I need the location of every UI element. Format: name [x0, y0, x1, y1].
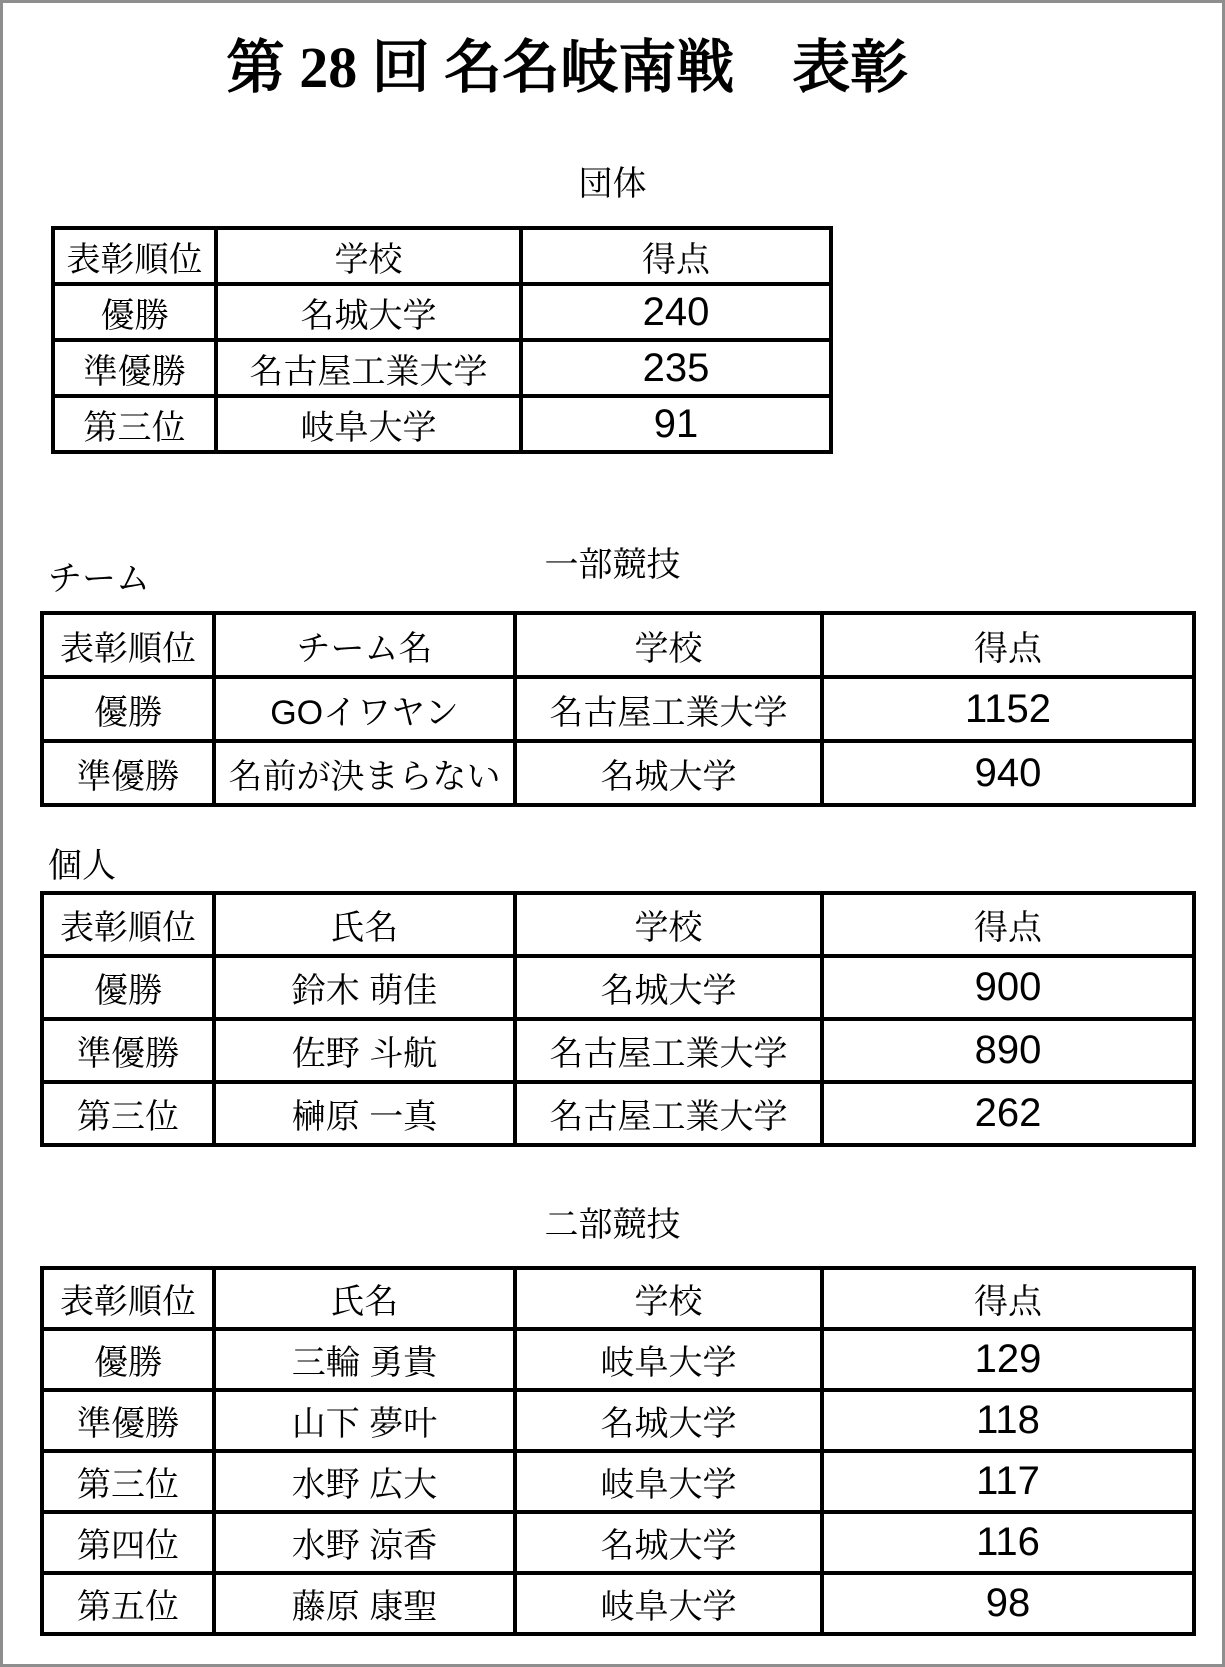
column-header: 得点 — [822, 613, 1194, 677]
section-caption-group: 団体 — [578, 165, 647, 203]
table-cell: 優勝 — [42, 1329, 214, 1390]
table-cell: GOイワヤン — [214, 677, 515, 741]
table-cell: 名古屋工業大学 — [515, 677, 822, 741]
column-header: 得点 — [521, 228, 831, 284]
column-header: 氏名 — [214, 1268, 515, 1329]
score-cell: 262 — [822, 1082, 1194, 1145]
table-cell: 準優勝 — [42, 741, 214, 805]
score-cell: 91 — [521, 396, 831, 452]
header-row — [42, 893, 1194, 956]
column-header: 表彰順位 — [53, 228, 216, 284]
table-cell: 名城大学 — [515, 956, 822, 1019]
table-row — [42, 1019, 1194, 1082]
table-cell: 第五位 — [42, 1573, 214, 1634]
table-cell: 岐阜大学 — [515, 1329, 822, 1390]
score-cell: 98 — [822, 1573, 1194, 1634]
section-caption-part1: 一部競技 — [544, 546, 681, 584]
table-cell: 準優勝 — [42, 1390, 214, 1451]
group-results-table — [51, 226, 833, 454]
table-cell: 名古屋工業大学 — [515, 1019, 822, 1082]
table-cell: 岐阜大学 — [515, 1451, 822, 1512]
table-cell: 三輪 勇貴 — [214, 1329, 515, 1390]
table-cell: 名古屋工業大学 — [216, 340, 521, 396]
column-header: チーム名 — [214, 613, 515, 677]
score-cell: 117 — [822, 1451, 1194, 1512]
table-cell: 優勝 — [42, 956, 214, 1019]
column-header: 氏名 — [214, 893, 515, 956]
table-cell: 名城大学 — [216, 284, 521, 340]
table-cell: 名城大学 — [515, 741, 822, 805]
column-header: 表彰順位 — [42, 613, 214, 677]
column-header: 学校 — [515, 613, 822, 677]
column-header: 得点 — [822, 893, 1194, 956]
column-header: 表彰順位 — [42, 1268, 214, 1329]
table-cell: 岐阜大学 — [515, 1573, 822, 1634]
table-cell: 岐阜大学 — [216, 396, 521, 452]
column-header: 表彰順位 — [42, 893, 214, 956]
table-cell: 名前が決まらない — [214, 741, 515, 805]
table-row — [42, 956, 1194, 1019]
table-cell: 第四位 — [42, 1512, 214, 1573]
header-row — [42, 613, 1194, 677]
part1-team-results-table — [40, 611, 1196, 807]
table-row — [53, 340, 831, 396]
table-cell: 名古屋工業大学 — [515, 1082, 822, 1145]
table-row — [42, 741, 1194, 805]
column-header: 学校 — [515, 1268, 822, 1329]
column-header: 学校 — [216, 228, 521, 284]
table-cell: 優勝 — [53, 284, 216, 340]
part2-individual-results-table — [40, 1266, 1196, 1636]
score-cell: 890 — [822, 1019, 1194, 1082]
table-cell: 準優勝 — [53, 340, 216, 396]
score-cell: 235 — [521, 340, 831, 396]
header-row — [42, 1268, 1194, 1329]
table-cell: 優勝 — [42, 677, 214, 741]
table-row — [42, 677, 1194, 741]
table-cell: 名城大学 — [515, 1512, 822, 1573]
table-cell: 水野 広大 — [214, 1451, 515, 1512]
table-row — [42, 1512, 1194, 1573]
table-cell: 第三位 — [42, 1451, 214, 1512]
table-cell: 水野 涼香 — [214, 1512, 515, 1573]
table-cell: 佐野 斗航 — [214, 1019, 515, 1082]
table-row — [53, 284, 831, 340]
header-row — [53, 228, 831, 284]
table-cell: 第三位 — [53, 396, 216, 452]
table-cell: 榊原 一真 — [214, 1082, 515, 1145]
score-cell: 240 — [521, 284, 831, 340]
table-row — [42, 1082, 1194, 1145]
section-label-individual: 個人 — [48, 847, 116, 885]
column-header: 得点 — [822, 1268, 1194, 1329]
score-cell: 118 — [822, 1390, 1194, 1451]
score-cell: 129 — [822, 1329, 1194, 1390]
table-cell: 準優勝 — [42, 1019, 214, 1082]
table-cell: 山下 夢叶 — [214, 1390, 515, 1451]
section-caption-part2: 二部競技 — [544, 1206, 681, 1244]
section-label-team: チーム — [48, 560, 150, 598]
table-cell: 鈴木 萌佳 — [214, 956, 515, 1019]
table-row — [42, 1390, 1194, 1451]
table-cell: 名城大学 — [515, 1390, 822, 1451]
column-header: 学校 — [515, 893, 822, 956]
table-row — [42, 1329, 1194, 1390]
table-cell: 第三位 — [42, 1082, 214, 1145]
score-cell: 940 — [822, 741, 1194, 805]
table-row — [53, 396, 831, 452]
table-row — [42, 1451, 1194, 1512]
table-cell: 藤原 康聖 — [214, 1573, 515, 1634]
score-cell: 900 — [822, 956, 1194, 1019]
part1-individual-results-table — [40, 891, 1196, 1147]
score-cell: 1152 — [822, 677, 1194, 741]
table-row — [42, 1573, 1194, 1634]
score-cell: 116 — [822, 1512, 1194, 1573]
page-title: 第 28 回 名名岐南戦 表彰 — [226, 35, 909, 100]
